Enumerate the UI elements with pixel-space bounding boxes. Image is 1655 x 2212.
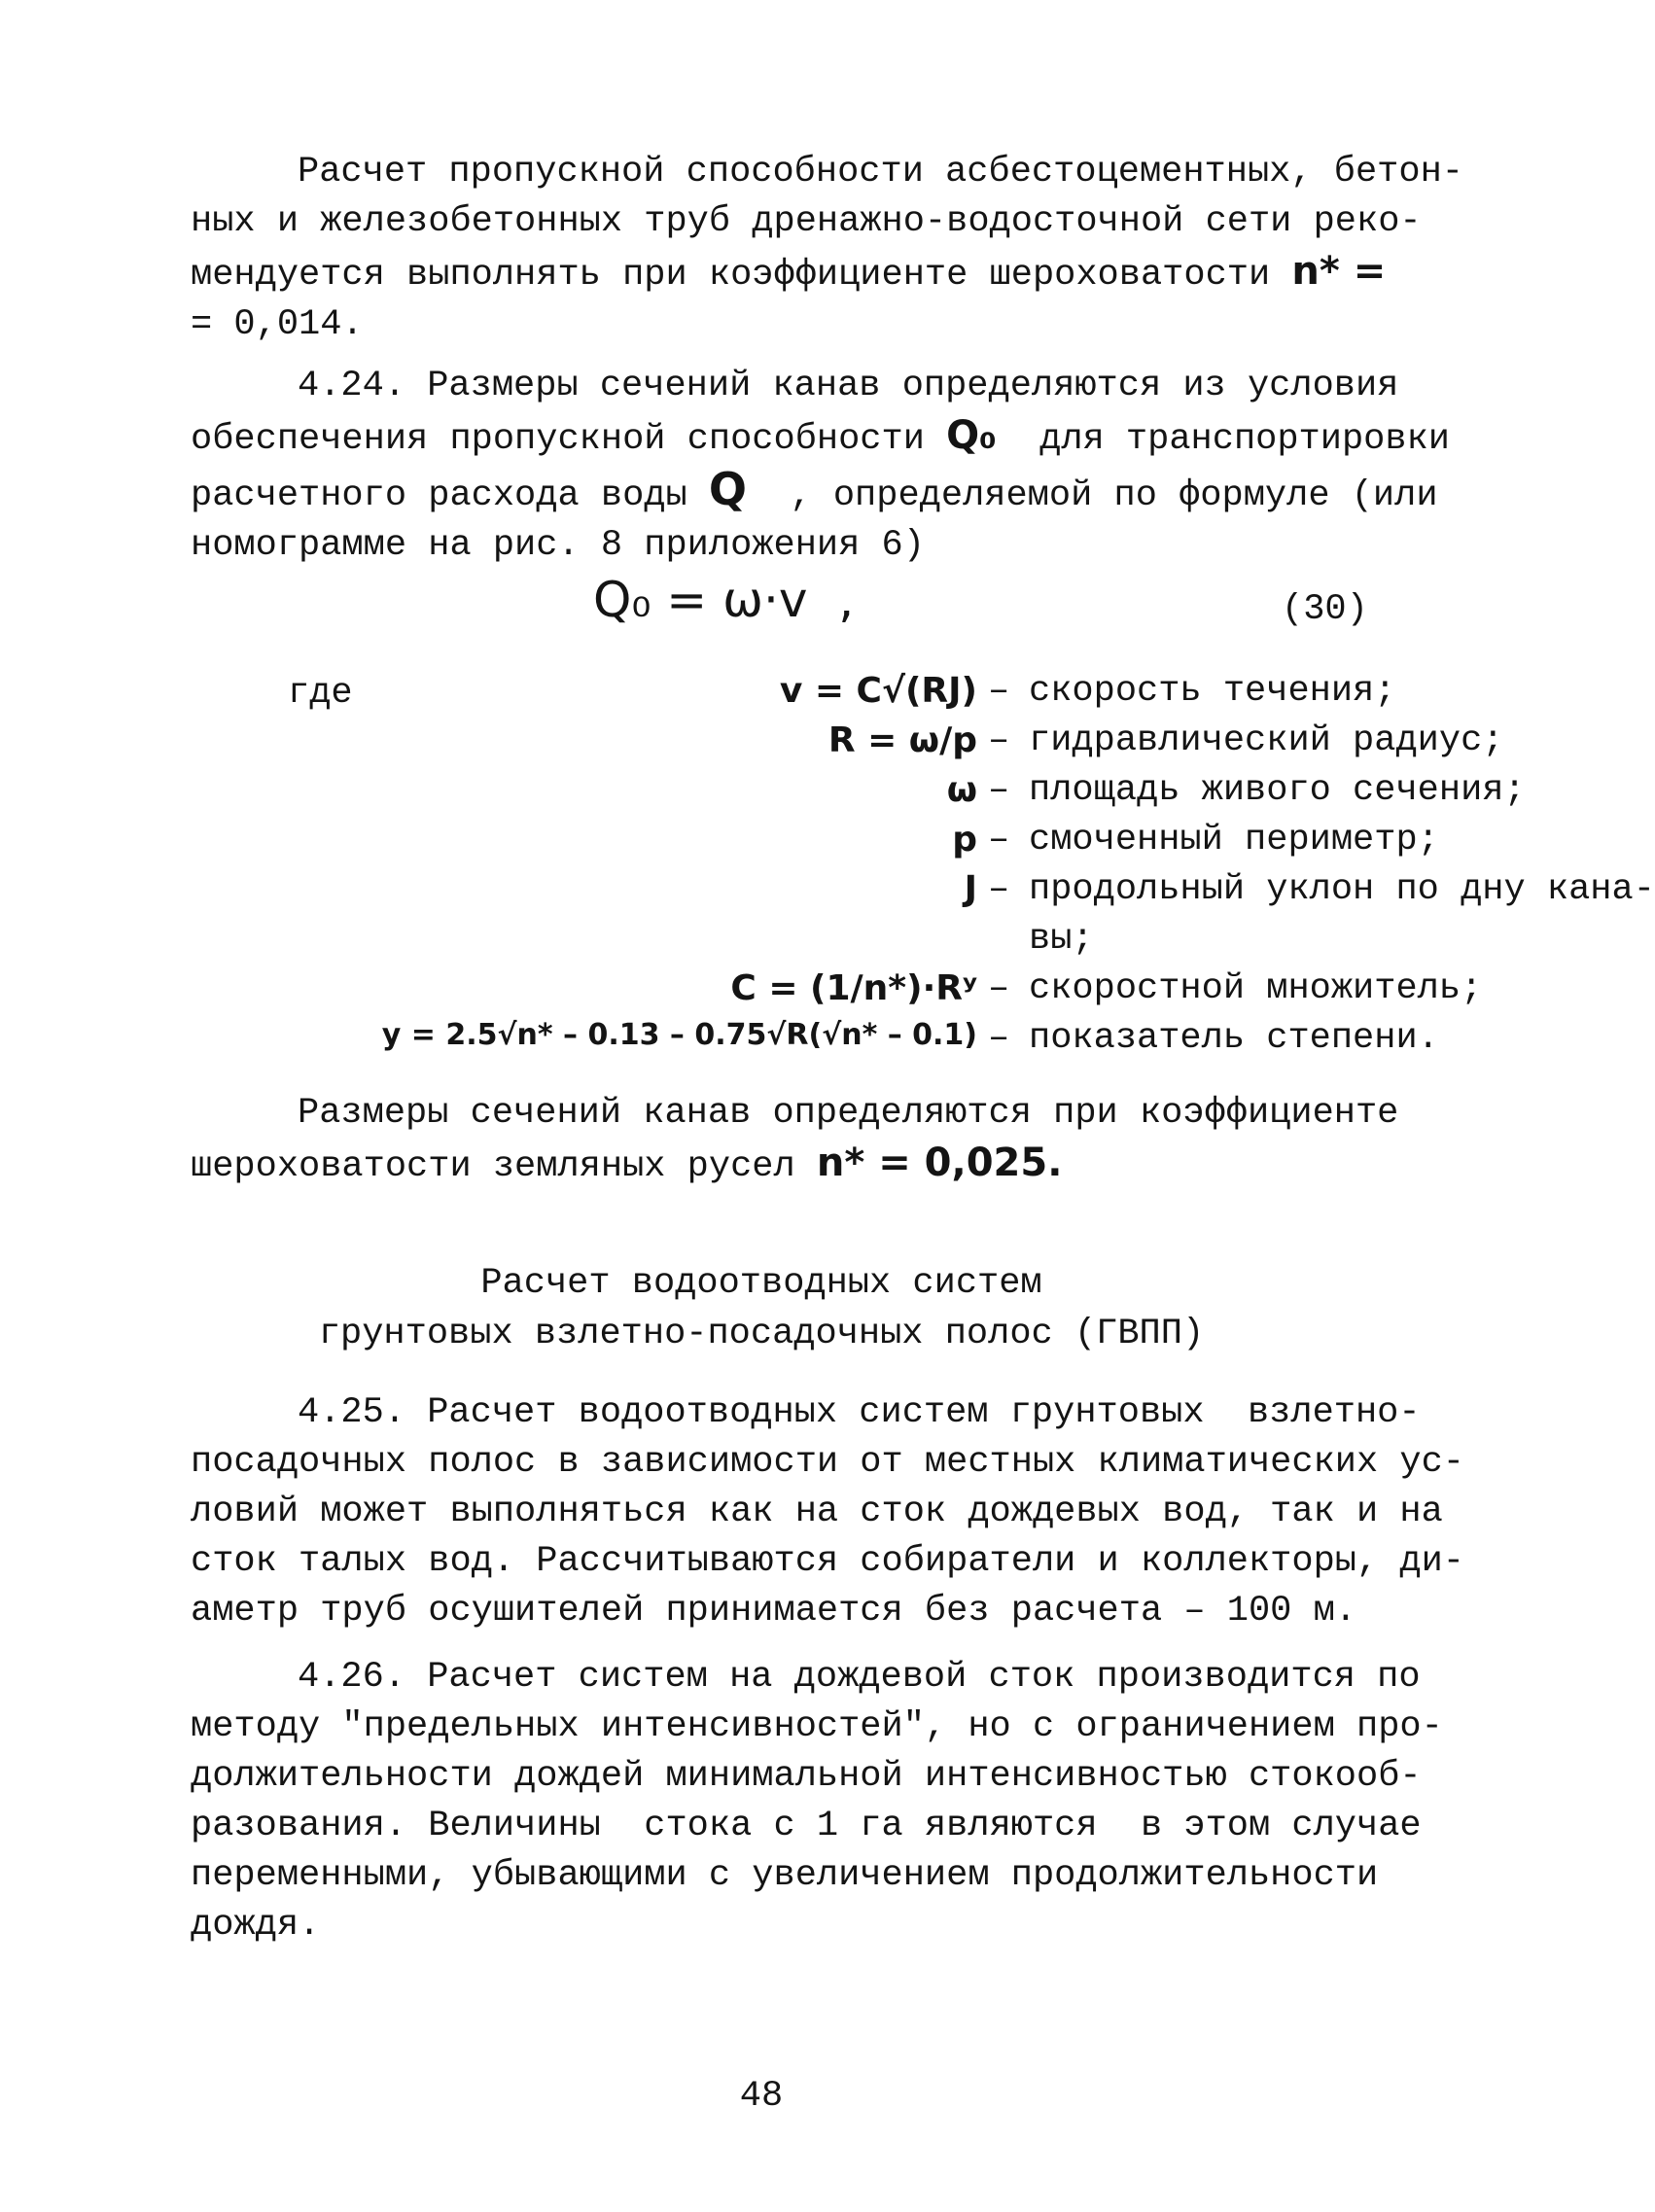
p1-line-1: Расчет пропускной способности асбестоцементных, бетон- <box>298 152 1463 193</box>
definition-text: вы; <box>1029 919 1094 960</box>
definition-velocity <box>253 671 1400 720</box>
definition-dash: – <box>988 968 1010 1009</box>
definition-exponent <box>253 1018 1439 1068</box>
definition-symbol: y = 2.5√n* – 0.13 – 0.75√R(√n* – 0.1) <box>381 1018 977 1052</box>
p5-line-4: разования. Величины стока с 1 га являются в этом случае <box>191 1806 1422 1846</box>
p4-line-2: посадочных полос в зависимости от местных климатических ус- <box>191 1442 1465 1483</box>
formula-number: (30) <box>1282 589 1368 630</box>
p3-line-2: шероховатости земляных русел n* = 0,025. <box>191 1141 1063 1187</box>
heading-line-1: Расчет водоотводных систем <box>480 1263 1042 1304</box>
formula-30: Q₀ = ω·v , <box>593 572 855 628</box>
p5-line-3: должительности дождей минимальной интенсивностью стокооб- <box>191 1756 1422 1797</box>
earth-roughness-value: n* = 0,025. <box>816 1141 1063 1185</box>
p4-line-3: ловий может выполняться как на сток дождевых вод, так и на <box>191 1492 1443 1532</box>
definition-symbol: v = C√(RJ) <box>779 671 977 711</box>
p4-line-4: сток талых вод. Рассчитываются собиратели и коллекторы, ди- <box>191 1541 1465 1582</box>
q0-symbol: Q₀ <box>946 413 997 458</box>
definition-text: смоченный периметр; <box>1029 820 1439 860</box>
q-symbol: Q <box>708 463 748 515</box>
p4-line-5: аметр труб осушителей принимается без расчета – 100 м. <box>191 1591 1356 1632</box>
definition-slope-continued <box>253 919 1400 968</box>
definition-text: гидравлический радиус; <box>1029 720 1504 761</box>
definition-text: площадь живого сечения; <box>1029 770 1526 811</box>
definition-slope <box>253 869 1655 919</box>
definition-text: продольный уклон по дну кана- <box>1029 869 1655 910</box>
definition-dash: – <box>988 1018 1010 1059</box>
paragraph-earth-roughness <box>191 1089 1399 1192</box>
p2-line-4: номограмме на рис. 8 приложения 6) <box>191 525 925 566</box>
definition-text: скоростной множитель; <box>1029 968 1483 1009</box>
p5-line-6: дождя. <box>191 1905 321 1946</box>
paragraph-4-24 <box>191 362 1450 571</box>
paragraph-4-26 <box>191 1653 1443 1950</box>
p5-line-5: переменными, убывающими с увеличением продолжительности <box>191 1855 1379 1896</box>
definition-dash: – <box>988 720 1010 761</box>
definition-symbol: p <box>952 820 977 860</box>
p5-line-1: 4.26. Расчет систем на дождевой сток производится по <box>298 1657 1421 1698</box>
where-label: где <box>288 673 353 714</box>
section-heading <box>0 1258 1523 1359</box>
definition-speed-factor <box>253 968 1483 1018</box>
definition-symbol: J <box>964 869 977 909</box>
paragraph-roughness <box>191 148 1463 350</box>
p5-line-2: методу "предельных интенсивностей", но с ограничением про- <box>191 1706 1443 1747</box>
p4-line-1: 4.25. Расчет водоотводных систем грунтовых взлетно- <box>298 1392 1421 1433</box>
definition-perimeter <box>253 820 1439 869</box>
definition-text: показатель степени. <box>1029 1018 1439 1059</box>
definition-radius <box>253 720 1504 770</box>
p1-line-2: ных и железобетонных труб дренажно-водосточной сети реко- <box>191 201 1422 242</box>
roughness-symbol: n* = <box>1291 249 1387 294</box>
p3-line-1: Размеры сечений канав определяются при коэффициенте <box>298 1093 1399 1134</box>
definition-dash: – <box>988 869 1010 910</box>
definition-area <box>253 770 1526 820</box>
heading-line-2: грунтовых взлетно-посадочных полос (ГВПП) <box>318 1314 1205 1354</box>
definition-symbol: ω <box>946 770 977 810</box>
p2-line-3: расчетного расхода воды Q , определяемой по формуле (или <box>191 463 1438 516</box>
definition-dash: – <box>988 820 1010 860</box>
definition-dash: – <box>988 671 1010 712</box>
p1-line-3: мендуется выполнять при коэффициенте шероховатости n* = <box>191 249 1387 296</box>
p1-line-4: = 0,014. <box>191 304 364 345</box>
definition-dash: – <box>988 770 1010 811</box>
page-number: 48 <box>739 2076 784 2117</box>
p2-line-2: обеспечения пропускной способности Q₀ для транспортировки <box>191 413 1450 460</box>
definition-symbol: R = ω/p <box>828 720 977 760</box>
p2-line-1: 4.24. Размеры сечений канав определяются из условия <box>298 366 1399 406</box>
definition-symbol: C = (1/n*)·Rʸ <box>730 968 977 1008</box>
definition-text: скорость течения; <box>1029 671 1396 712</box>
paragraph-4-25 <box>191 1388 1465 1636</box>
